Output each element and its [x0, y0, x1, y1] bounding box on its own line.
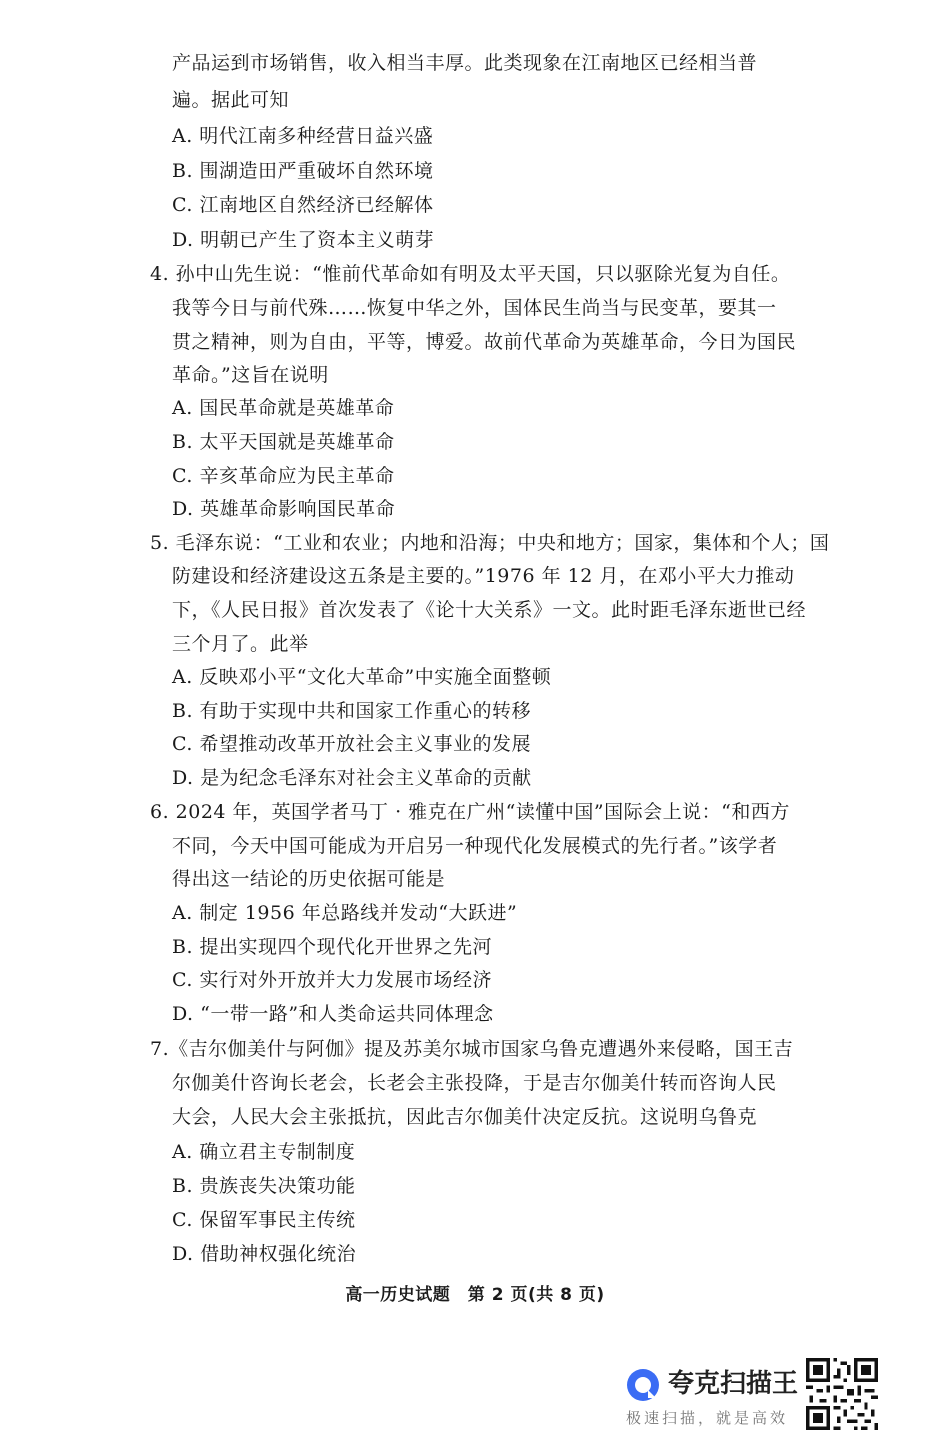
option-a: A. 制定 1956 年总路线并发动“大跃进” — [172, 902, 518, 924]
page-footer: 高一历史试题 第 2 页(共 8 页) — [345, 1285, 605, 1305]
option-d: D. 明朝已产生了资本主义萌芽 — [172, 229, 435, 251]
text-line: 得出这一结论的历史依据可能是 — [172, 868, 446, 890]
option-b: B. 有助于实现中共和国家工作重心的转移 — [172, 700, 532, 722]
question-7-stem: 7.《吉尔伽美什与阿伽》提及苏美尔城市国家乌鲁克遭遇外来侵略，国王吉 — [150, 1038, 794, 1060]
text-line: 革命。”这旨在说明 — [172, 364, 329, 386]
text-line: 不同，今天中国可能成为开启另一种现代化发展模式的先行者。”该学者 — [172, 835, 778, 857]
brand-name: 夸克扫描王 — [668, 1369, 799, 1399]
option-c: C. 辛亥革命应为民主革命 — [172, 465, 395, 487]
option-d: D. 英雄革命影响国民革命 — [172, 498, 396, 520]
option-a: A. 明代江南多种经营日益兴盛 — [172, 125, 434, 147]
text-line: 遍。据此可知 — [172, 89, 290, 111]
option-a: A. 确立君主专制制度 — [172, 1141, 356, 1163]
quark-logo-icon — [626, 1368, 660, 1402]
option-b: B. 提出实现四个现代化开世界之先河 — [172, 936, 493, 958]
option-c: C. 希望推动改革开放社会主义事业的发展 — [172, 733, 531, 755]
option-d: D. 是为纪念毛泽东对社会主义革命的贡献 — [172, 767, 532, 789]
text-line: 贯之精神，则为自由，平等，博爱。故前代革命为英雄革命，今日为国民 — [172, 331, 797, 353]
option-d: D. “一带一路”和人类命运共同体理念 — [172, 1003, 494, 1025]
text-line: 尔伽美什咨询长老会，长老会主张投降，于是吉尔伽美什转而咨询人民 — [172, 1072, 777, 1094]
option-c: C. 实行对外开放并大力发展市场经济 — [172, 969, 492, 991]
text-line: 防建设和经济建设这五条是主要的。”1976 年 12 月，在邓小平大力推动 — [172, 565, 795, 587]
question-6-stem: 6. 2024 年，英国学者马丁 · 雅克在广州“读懂中国”国际会上说：“和西方 — [150, 801, 790, 823]
question-4-stem: 4. 孙中山先生说：“惟前代革命如有明及太平天国，只以驱除光复为自任。 — [150, 263, 791, 285]
option-b: B. 贵族丧失决策功能 — [172, 1175, 356, 1197]
option-d: D. 借助神权强化统治 — [172, 1243, 357, 1265]
text-line: 大会，人民大会主张抵抗，因此吉尔伽美什决定反抗。这说明乌鲁克 — [172, 1106, 758, 1128]
text-line: 我等今日与前代殊……恢复中华之外，国体民生尚当与民变革，要其一 — [172, 297, 777, 319]
option-a: A. 反映邓小平“文化大革命”中实施全面整顿 — [172, 666, 552, 688]
option-b: B. 太平天国就是英雄革命 — [172, 431, 395, 453]
option-a: A. 国民革命就是英雄革命 — [172, 397, 395, 419]
option-c: C. 江南地区自然经济已经解体 — [172, 194, 434, 216]
qr-code-icon — [806, 1358, 878, 1430]
text-line: 三个月了。此举 — [172, 633, 309, 655]
question-5-stem: 5. 毛泽东说：“工业和农业；内地和沿海；中央和地方；国家，集体和个人；国 — [150, 532, 830, 554]
brand-slogan: 极速扫描，就是高效 — [626, 1409, 789, 1427]
text-line: 下，《人民日报》首次发表了《论十大关系》一文。此时距毛泽东逝世已经 — [172, 599, 807, 621]
option-b: B. 围湖造田严重破坏自然环境 — [172, 160, 434, 182]
scanner-watermark — [626, 1362, 806, 1432]
option-c: C. 保留军事民主传统 — [172, 1209, 356, 1231]
text-line: 产品运到市场销售，收入相当丰厚。此类现象在江南地区已经相当普 — [172, 52, 758, 74]
